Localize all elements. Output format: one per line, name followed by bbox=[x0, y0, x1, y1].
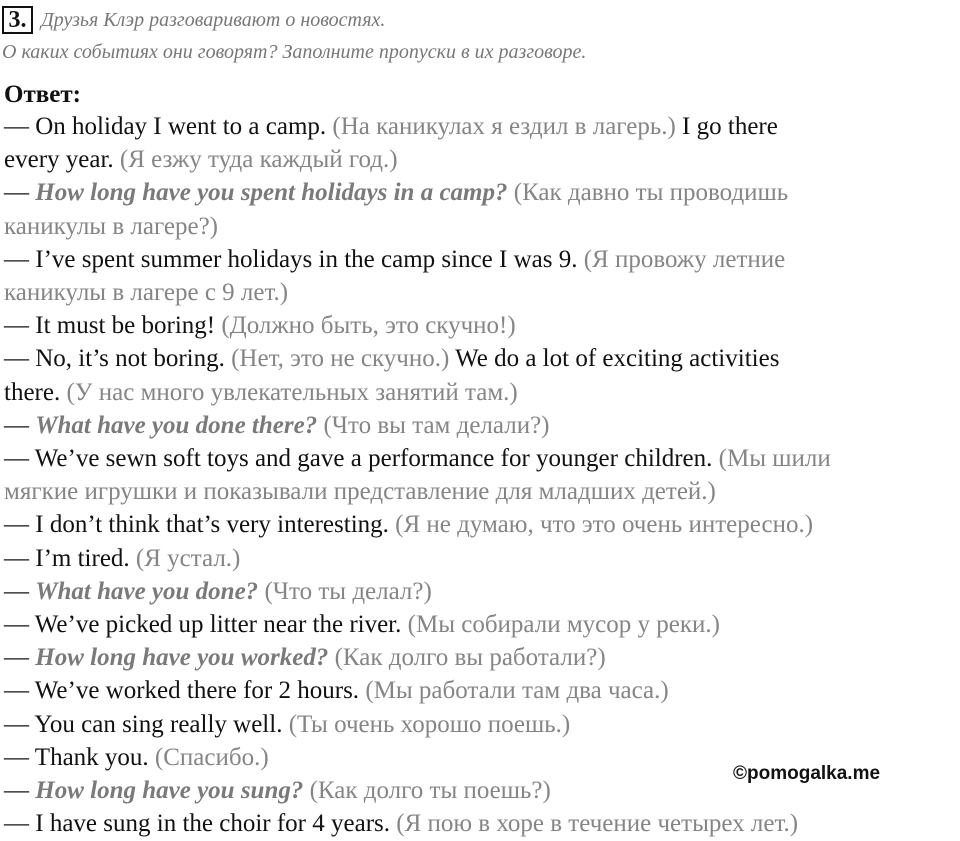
english-text: — No, it’s not boring. bbox=[4, 345, 232, 373]
dialog bbox=[4, 110, 954, 840]
translation-text: каникулы в лагере с 9 лет.) bbox=[4, 279, 289, 307]
translation-text: (Мы шили bbox=[718, 445, 831, 473]
english-text: every year. bbox=[4, 146, 120, 174]
translation-text: (Я устал.) bbox=[135, 544, 241, 572]
task-line bbox=[2, 4, 952, 36]
dialog-line bbox=[4, 575, 954, 608]
english-text: — I’ve spent summer holidays in the camp since I was 9. bbox=[4, 245, 584, 273]
answer-label: Ответ: bbox=[4, 81, 81, 108]
task-instruction-2: О каких событиях они говорят? Заполните пропуски в их разговоре. bbox=[2, 41, 587, 63]
task-header bbox=[2, 4, 952, 68]
translation-text: (Как долго вы работали?) bbox=[334, 644, 606, 672]
english-text: — It must be boring! bbox=[4, 312, 222, 340]
english-text: — I don’t think that’s very interesting. bbox=[4, 511, 396, 539]
translation-text: (Что ты делал?) bbox=[264, 577, 432, 605]
dialog-line bbox=[4, 376, 954, 409]
english-text: We do a lot of exciting activities bbox=[455, 345, 780, 373]
english-text: — You can sing really well. bbox=[4, 710, 289, 738]
english-text: — I’m tired. bbox=[4, 544, 136, 572]
english-text: — We’ve sewn soft toys and gave a performance for younger children. bbox=[4, 445, 719, 473]
translation-text: (Должно быть, это скучно!) bbox=[221, 312, 516, 340]
english-text: there. bbox=[4, 378, 67, 406]
translation-text: (Я провожу летние bbox=[583, 245, 786, 273]
translation-text: (На каникулах я ездил в лагерь.) bbox=[332, 113, 683, 140]
question-text: How long have you spent holidays in a camp? bbox=[35, 179, 514, 207]
translation-text: (У нас много увлекательных занятий там.) bbox=[66, 378, 518, 406]
english-text: — Thank you. bbox=[4, 743, 155, 771]
dialog-line bbox=[4, 176, 954, 209]
question-text: How long have you worked? bbox=[35, 644, 335, 672]
translation-text: каникулы в лагере?) bbox=[4, 212, 219, 240]
english-text: — bbox=[4, 577, 36, 605]
english-text: — bbox=[4, 411, 36, 439]
translation-text: (Что вы там делали?) bbox=[323, 411, 550, 439]
dialog-line bbox=[4, 708, 954, 741]
english-text: — On holiday I went to a camp. bbox=[4, 113, 333, 140]
translation-text: (Как давно ты проводишь bbox=[513, 179, 789, 207]
translation-text: (Мы работали там два часа.) bbox=[365, 677, 669, 705]
watermark: ©pomogalka.me bbox=[733, 763, 881, 784]
dialog-line bbox=[4, 210, 954, 243]
dialog-line bbox=[4, 342, 954, 375]
dialog-line bbox=[4, 608, 954, 641]
task-number: 3. bbox=[2, 6, 33, 34]
dialog-line bbox=[4, 276, 954, 309]
english-text: — bbox=[4, 644, 36, 672]
dialog-line bbox=[4, 309, 954, 342]
dialog-line bbox=[4, 243, 954, 276]
dialog-line bbox=[4, 475, 954, 508]
dialog-line bbox=[4, 409, 954, 442]
translation-text: (Я не думаю, что это очень интересно.) bbox=[395, 511, 814, 539]
question-text: How long have you sung? bbox=[35, 777, 310, 805]
dialog-line bbox=[4, 807, 954, 840]
translation-text: (Мы собирали мусор у реки.) bbox=[407, 611, 720, 639]
translation-text: (Как долго ты поешь?) bbox=[309, 777, 551, 805]
dialog-line bbox=[4, 674, 954, 707]
translation-text: (Я езжу туда каждый год.) bbox=[119, 146, 398, 174]
translation-text: мягкие игрушки и показывали представление для младших детей.) bbox=[4, 478, 716, 506]
english-text: I go there bbox=[682, 113, 778, 140]
translation-text: (Я пою в хоре в течение четырех лет.) bbox=[396, 810, 799, 838]
dialog-line bbox=[4, 442, 954, 475]
dialog-line bbox=[4, 143, 954, 176]
dialog-line bbox=[4, 641, 954, 674]
dialog-line bbox=[4, 508, 954, 541]
question-text: What have you done there? bbox=[35, 411, 324, 439]
translation-text: (Спасибо.) bbox=[154, 743, 269, 771]
dialog-line bbox=[4, 110, 954, 143]
english-text: — I have sung in the choir for 4 years. bbox=[4, 810, 397, 838]
english-text: — We’ve worked there for 2 hours. bbox=[4, 677, 366, 705]
task-instruction-1: Друзья Клэр разговаривают о новостях. bbox=[41, 9, 386, 31]
english-text: — bbox=[4, 179, 36, 207]
translation-text: (Ты очень хорошо поешь.) bbox=[288, 710, 571, 738]
question-text: What have you done? bbox=[35, 577, 265, 605]
translation-text: (Нет, это не скучно.) bbox=[231, 345, 456, 373]
dialog-line bbox=[4, 542, 954, 575]
english-text: — We’ve picked up litter near the river. bbox=[4, 611, 408, 639]
english-text: — bbox=[4, 777, 36, 805]
